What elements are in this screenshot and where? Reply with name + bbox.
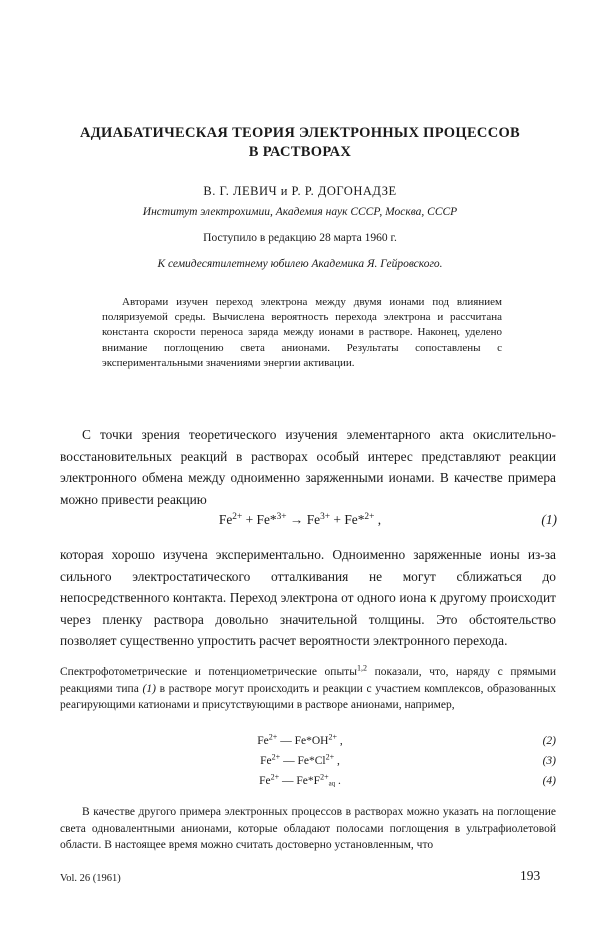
paragraph-3-text-3: в растворе могут происходить и реакции с участием комплексов, образованных реагирующими катионами и присутствующими в растворе анионами, например,	[60, 682, 556, 711]
eq2-punct: ,	[337, 735, 343, 747]
page-number: 193	[520, 868, 541, 883]
equation-3-formula	[0, 752, 600, 767]
equation-2	[0, 732, 600, 755]
eq2-term-a: Fe	[257, 735, 269, 747]
equation-2-formula	[0, 732, 600, 747]
equation-3-number: (3)	[542, 755, 556, 767]
eq3-operator: —	[280, 755, 298, 767]
article-title-line-2: В РАСТВОРАХ	[248, 144, 352, 160]
authors: В. Г. ЛЕВИЧ и Р. Р. ДОГОНАДЗЕ	[203, 184, 397, 198]
equation-4-number: (4)	[542, 775, 556, 787]
article-title	[0, 124, 600, 162]
eq4-term-a-charge: 2+	[270, 772, 280, 782]
eq1-plus-2: +	[330, 512, 345, 527]
article-title-line-1: АДИАБАТИЧЕСКАЯ ТЕОРИЯ ЭЛЕКТРОННЫХ ПРОЦЕССОВ	[79, 125, 521, 141]
eq3-term-b: Fe*Cl	[297, 755, 326, 767]
equation-1	[0, 512, 600, 532]
eq2-term-b: Fe*OH	[294, 735, 329, 747]
reference-superscript: 1,2	[356, 663, 367, 673]
eq2-operator: —	[277, 735, 295, 747]
eq1-term-d: Fe*	[344, 512, 365, 527]
eq4-punct: .	[335, 775, 341, 787]
paragraph-3-text-1: Спектрофотометрические и потенциометрические опыты	[60, 666, 357, 678]
eq4-term-a: Fe	[259, 775, 271, 787]
eq4-operator: —	[279, 775, 297, 787]
eq3-punct: ,	[334, 755, 340, 767]
eq1-term-b: Fe*	[256, 512, 277, 527]
equation-reference: (1)	[142, 682, 156, 695]
eq1-term-c-charge: 3+	[320, 511, 331, 522]
received-date: Поступило в редакцию 28 марта 1960 г.	[203, 232, 397, 244]
affiliation: Институт электрохимии, Академия наук СССР, Москва, СССР	[142, 206, 458, 218]
eq1-plus-1: +	[242, 512, 257, 527]
paragraph-3-text-2: показали, что, наряду с прямыми реакциями типа	[60, 666, 556, 695]
eq1-term-a: Fe	[218, 512, 233, 527]
eq2-term-a-charge: 2+	[268, 732, 278, 742]
eq1-punct: ,	[374, 512, 382, 527]
eq1-term-a-charge: 2+	[232, 511, 243, 522]
eq3-term-a-charge: 2+	[271, 752, 281, 762]
paragraph-3	[60, 664, 556, 714]
dedication: К семидесятилетнему юбилею Академика Я. Гейровского.	[157, 258, 443, 270]
equation-1-number: (1)	[541, 512, 557, 527]
paragraph-2: которая хорошо изучена экспериментально. Одноименно заряженные ионы из-за сильного электростатического отталкивания не могут сближаться до непосредственного контакта. Переход электрона от одного иона к другому происходит через пленку раствора довольно значительной толщины. Это обстоятельство позволяет существенно упростить расчет вероятности электронного перехода.	[60, 547, 556, 648]
equation-2-number: (2)	[542, 735, 556, 747]
eq4-term-b-subscript: aq	[328, 780, 336, 788]
eq3-term-b-charge: 2+	[325, 752, 335, 762]
eq1-term-c: Fe	[306, 512, 321, 527]
equation-3	[0, 752, 600, 775]
paragraph-4: В качестве другого примера электронных процессов в растворах можно указать на поглощение света одновалентными анионами, которые обладают полосами поглощения в ультрафиолетовой области. В настоящее время можно считать достоверно установленным, что	[60, 806, 556, 851]
eq1-term-b-charge: 3+	[276, 511, 287, 522]
abstract: Авторами изучен переход электрона между двумя ионами под влиянием поляризуемой среды. Вычислена вероятность перехода электрона и рассчитана константа скорости переноса заряда между ионами в растворе. Наконец, уделено внимание поглощению света анионами. Результаты сопоставлены с экспериментальными значениями энергии активации.	[102, 296, 502, 369]
paragraph-1: С точки зрения теоретического изучения элементарного акта окислительно-восстановительных реакций в растворах особый интерес представляют реакции электронного обмена между одноименно заряженными ионами. В качестве примера можно привести реакцию	[60, 427, 556, 507]
eq2-term-b-charge: 2+	[328, 732, 337, 742]
eq1-arrow: →	[286, 512, 307, 527]
equation-1-formula	[0, 512, 600, 528]
equation-4	[0, 772, 600, 795]
eq1-term-d-charge: 2+	[364, 511, 375, 522]
equation-4-formula	[0, 772, 600, 788]
eq3-term-a: Fe	[260, 755, 272, 767]
volume-info: Vol. 26 (1961)	[60, 873, 121, 884]
eq4-term-b: Fe*F	[296, 775, 321, 787]
eq4-term-b-charge: 2+	[320, 772, 329, 782]
